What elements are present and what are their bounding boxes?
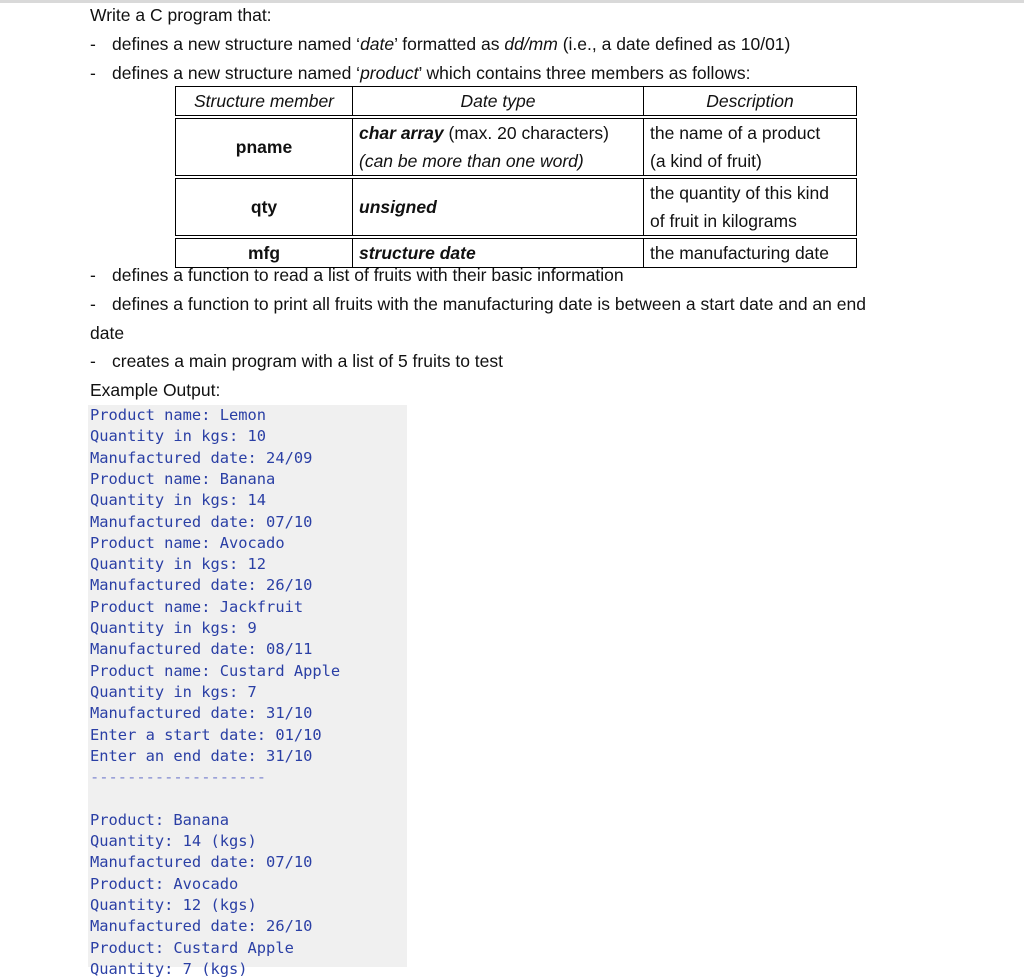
bullet-dash: - — [90, 34, 96, 54]
intro-text: Write a C program that: — [90, 5, 272, 25]
bullet-dash: - — [90, 63, 96, 83]
output-line: Product name: Jackfruit — [90, 597, 304, 616]
output-line: Manufactured date: 24/09 — [90, 448, 313, 467]
output-line: Quantity in kgs: 7 — [90, 682, 257, 701]
bullet-dash: - — [90, 351, 96, 371]
output-line: Product name: Avocado — [90, 533, 285, 552]
output-line: Quantity in kgs: 10 — [90, 427, 267, 446]
member-name: pname — [176, 119, 353, 176]
member-description: the quantity of this kind of fruit in kilograms — [644, 179, 857, 236]
header-structure-member: Structure member — [176, 87, 353, 116]
output-line: Quantity in kgs: 14 — [90, 491, 267, 510]
output-line: Enter a start date: 01/10 — [90, 725, 322, 744]
output-line: Manufactured date: 08/11 — [90, 640, 313, 659]
output-line: Quantity: 12 (kgs) — [90, 895, 257, 914]
output-line: Product name: Banana — [90, 469, 276, 488]
member-description: the name of a product (a kind of fruit) — [644, 119, 857, 176]
output-line: Manufactured date: 07/10 — [90, 512, 313, 531]
structure-members-table — [175, 86, 857, 268]
output-line: Product name: Lemon — [90, 406, 267, 424]
example-output-label: Example Output: — [90, 380, 221, 400]
output-line: ------------------- — [90, 768, 267, 787]
header-description: Description — [644, 87, 857, 116]
output-line: Enter an end date: 31/10 — [90, 746, 313, 765]
requirement-print-function-cont: date — [90, 323, 125, 343]
member-type: char array (max. 20 characters) (can be more than one word) — [353, 119, 644, 176]
example-output-console — [88, 405, 407, 978]
bullet-dash: - — [90, 265, 96, 285]
output-line: Manufactured date: 07/10 — [90, 853, 313, 872]
output-line: Manufactured date: 26/10 — [90, 917, 313, 936]
output-line: Product: Avocado — [90, 874, 239, 893]
member-name: qty — [176, 179, 353, 236]
output-line: Quantity in kgs: 9 — [90, 619, 257, 637]
table-header-row — [176, 87, 857, 116]
header-date-type: Date type — [353, 87, 644, 116]
output-line: Product name: Custard Apple — [90, 661, 341, 680]
member-type: unsigned — [353, 179, 644, 236]
output-line: Manufactured date: 31/10 — [90, 704, 313, 723]
bullet-dash: - — [90, 294, 96, 314]
output-line: Quantity: 14 (kgs) — [90, 832, 257, 850]
output-line: Quantity in kgs: 12 — [90, 555, 267, 574]
output-line: Manufactured date: 26/10 — [90, 576, 313, 595]
output-line: Quantity: 7 (kgs) — [90, 959, 248, 978]
table-row — [176, 179, 857, 236]
output-line: Product: Custard Apple — [90, 938, 294, 957]
member-name: mfg — [176, 239, 353, 268]
table-row — [176, 119, 857, 176]
member-description: the manufacturing date — [644, 239, 857, 268]
output-line: Product: Banana — [90, 810, 229, 829]
page-top-border — [0, 0, 1024, 3]
member-type: structure date — [353, 239, 644, 268]
